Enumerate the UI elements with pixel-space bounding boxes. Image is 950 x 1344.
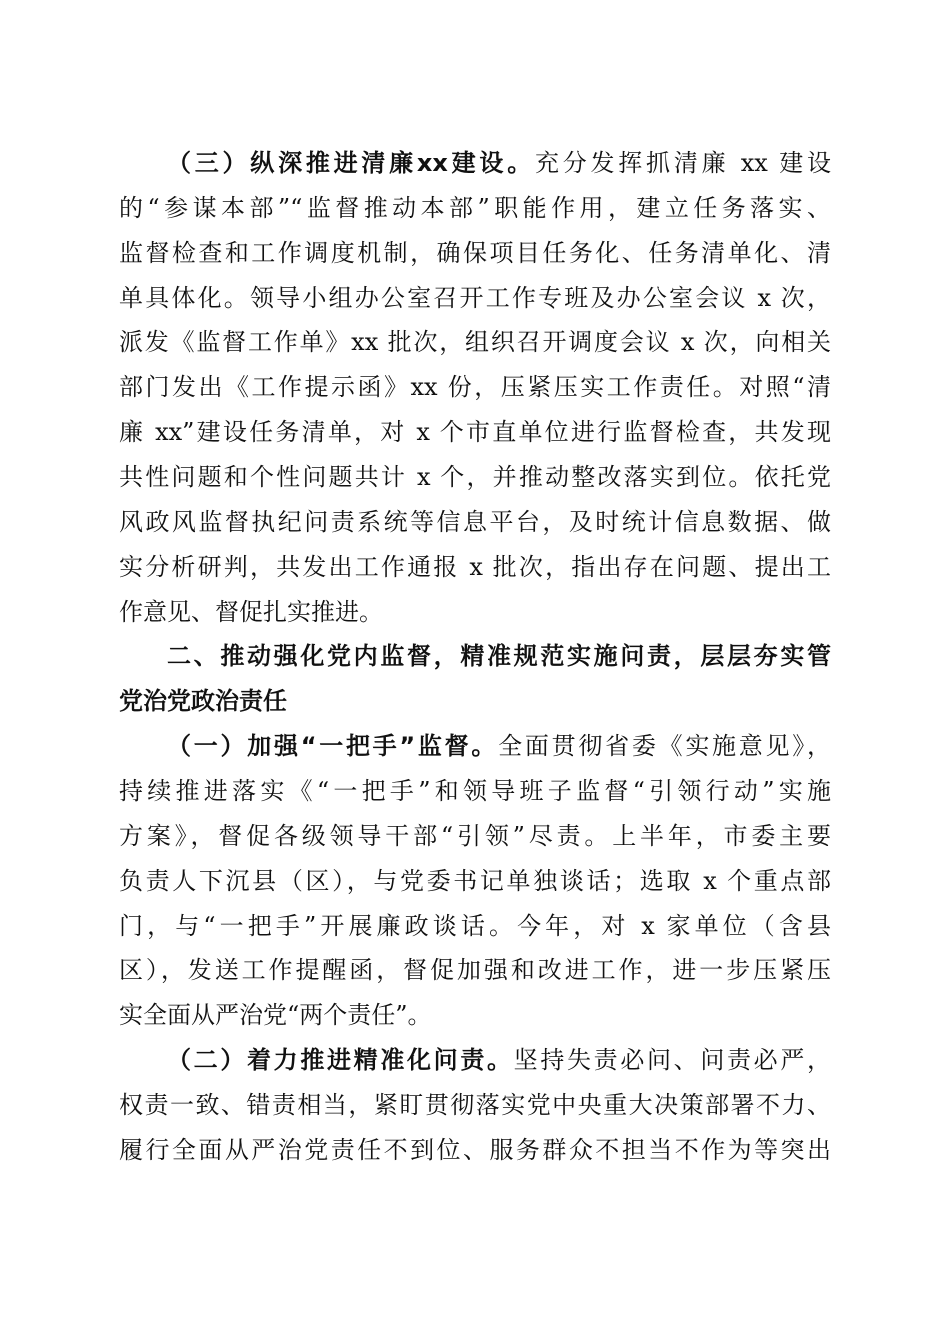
line-text: 充分发挥抓清廉 xx 建设 <box>534 149 831 177</box>
line-text: 持续推进落实《“一把手”和领导班子监督“引领行动”实施 <box>119 777 831 806</box>
line-text: 二、推动强化党内监督，精准规范实施问责，层层夯实管 <box>167 642 831 671</box>
paragraph-lead: （三）纵深推进清廉xx建设。 <box>167 149 535 177</box>
text-line <box>119 1038 831 1083</box>
paragraph-lead: （一）加强“一把手”监督。 <box>167 732 499 761</box>
paragraph <box>119 724 831 1038</box>
line-text: 负责人下沉县（区），与党委书记单独谈话；选取 x 个重点部 <box>119 866 831 895</box>
text-line <box>119 948 831 993</box>
text-line <box>119 590 831 635</box>
line-text: 的“参谋本部”“监督推动本部”职能作用，建立任务落实、 <box>119 193 831 222</box>
paragraph <box>119 141 831 634</box>
line-text: 党治党政治责任 <box>119 687 287 716</box>
line-text: 风政风监督执纪问责系统等信息平台，及时统计信息数据、做 <box>119 507 831 536</box>
line-text: 实分析研判，共发出工作通报 x 批次，指出存在问题、提出工 <box>119 552 831 581</box>
text-line <box>119 859 831 904</box>
line-text: 门，与“一把手”开展廉政谈话。今年，对 x 家单位（含县 <box>119 911 831 940</box>
text-line <box>119 679 831 724</box>
text-line <box>119 410 831 455</box>
line-text: 全面贯彻省委《实施意见》， <box>498 732 832 761</box>
paragraph <box>119 1038 831 1173</box>
line-text: 作意见、督促扎实推进。 <box>119 597 383 626</box>
line-text: 权责一致、错责相当，紧盯贯彻落实党中央重大决策部署不力、 <box>119 1091 831 1120</box>
line-text: 廉 xx”建设任务清单，对 x 个市直单位进行监督检查，共发现 <box>119 418 831 447</box>
text-line <box>119 993 831 1038</box>
text-line <box>119 320 831 365</box>
line-text: 共性问题和个性问题共计 x 个，并推动整改落实到位。依托党 <box>119 463 831 492</box>
text-line <box>119 141 831 186</box>
text-line <box>119 231 831 276</box>
line-text: 派发《监督工作单》xx 批次，组织召开调度会议 x 次，向相关 <box>119 328 831 357</box>
text-line <box>119 500 831 545</box>
text-line <box>119 904 831 949</box>
text-line <box>119 634 831 679</box>
text-line <box>119 814 831 859</box>
line-text: 实全面从严治党“两个责任”。 <box>119 1001 432 1030</box>
text-line <box>119 186 831 231</box>
document-page <box>119 141 831 1173</box>
paragraph-lead: （二）着力推进精准化问责。 <box>167 1046 514 1075</box>
line-text: 履行全面从严治党责任不到位、服务群众不担当不作为等突出 <box>119 1135 831 1164</box>
line-text: 区），发送工作提醒函，督促加强和改进工作，进一步压紧压 <box>119 956 831 985</box>
line-text: 坚持失责必问、问责必严， <box>513 1046 832 1075</box>
line-text: 单具体化。领导小组办公室召开工作专班及办公室会议 x 次， <box>119 283 831 312</box>
line-text: 监督检查和工作调度机制，确保项目任务化、任务清单化、清 <box>119 238 831 267</box>
line-text: 部门发出《工作提示函》xx 份，压紧压实工作责任。对照“清 <box>119 373 831 402</box>
text-line <box>119 769 831 814</box>
text-line <box>119 276 831 321</box>
text-line <box>119 365 831 410</box>
text-line <box>119 455 831 500</box>
text-line <box>119 1128 831 1173</box>
text-line <box>119 1083 831 1128</box>
text-line <box>119 545 831 590</box>
text-line <box>119 724 831 769</box>
line-text: 方案》，督促各级领导干部“引领”尽责。上半年，市委主要 <box>119 821 831 850</box>
section-heading <box>119 634 831 724</box>
